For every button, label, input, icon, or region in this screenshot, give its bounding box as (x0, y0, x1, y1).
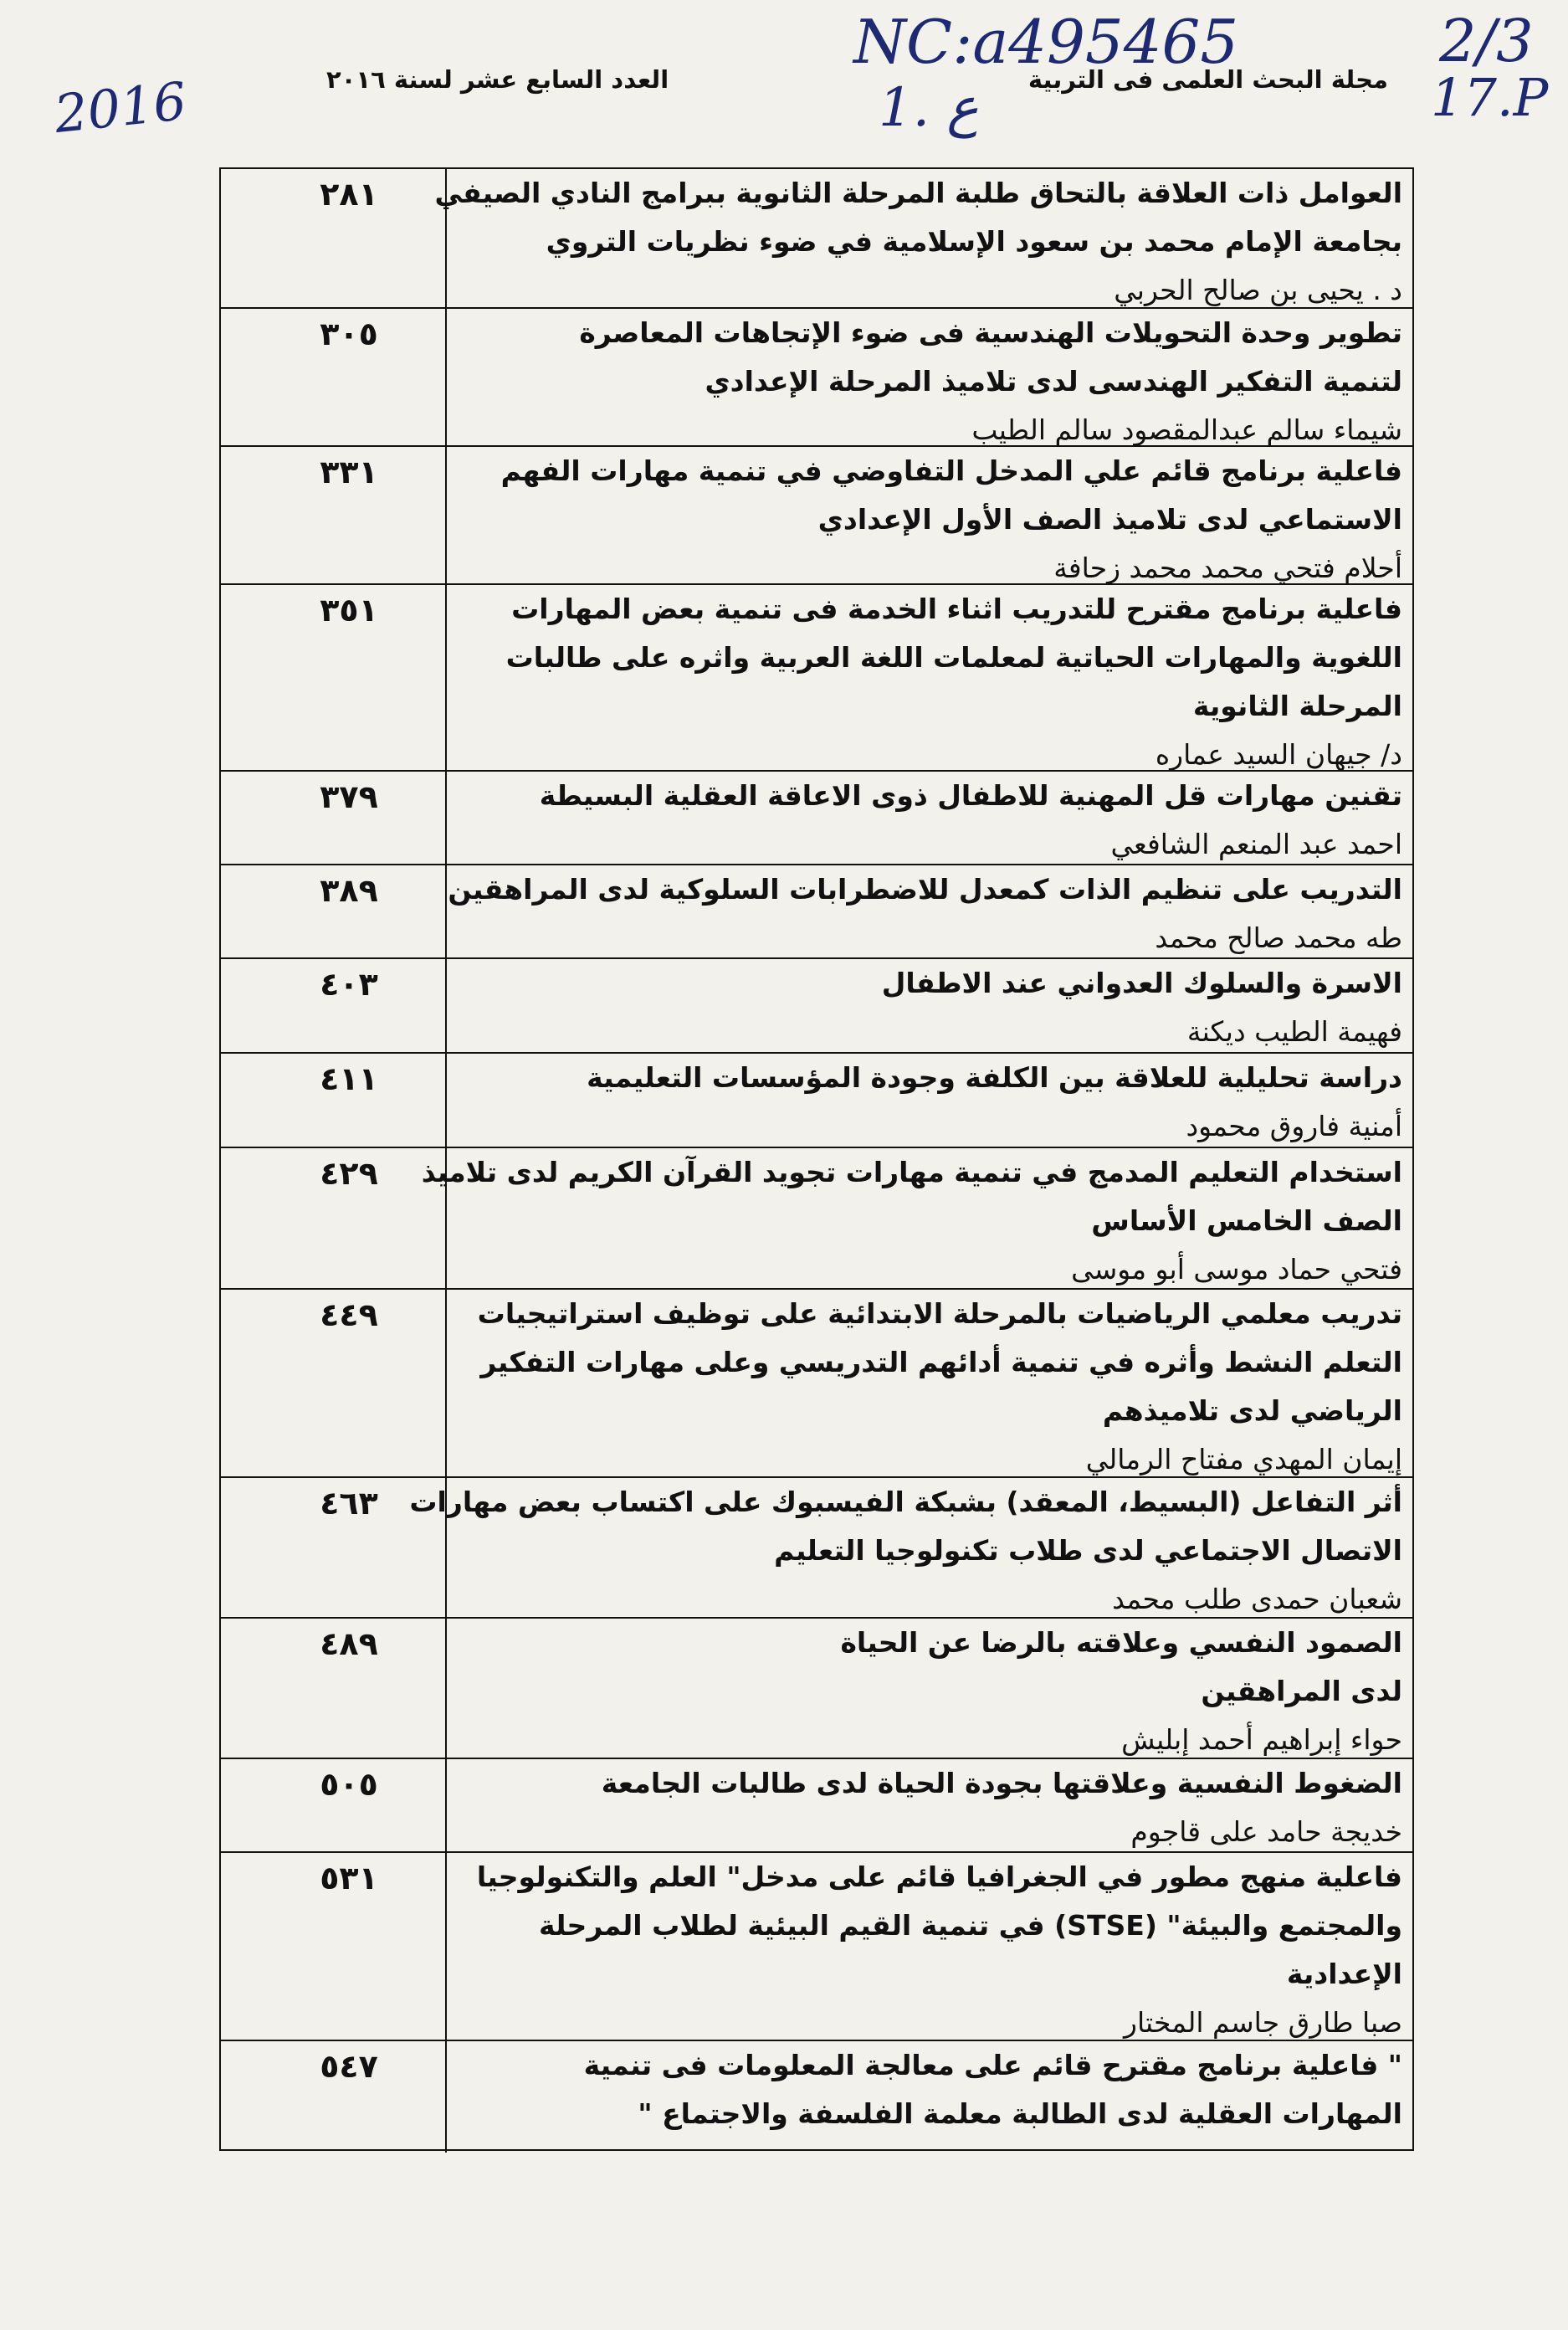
article-title-line: بجامعة الإمام محمد بن سعود الإسلامية في ضوء نظريات التروي (546, 225, 1402, 258)
column-divider (445, 772, 447, 864)
entry-body (448, 865, 1402, 962)
page-number: ٢٨١ (320, 176, 378, 213)
toc-row (221, 864, 1412, 957)
article-title-line: أثر التفاعل (البسيط، المعقد) بشبكة الفيسبوك على اكتساب بعض مهارات (409, 1486, 1402, 1518)
article-author: شعبان حمدى طلب محمد (1112, 1583, 1402, 1615)
column-divider (445, 447, 447, 583)
article-title-line: دراسة تحليلية للعلاقة بين الكلفة وجودة المؤسسات التعليمية (587, 1061, 1402, 1094)
page-number: ٥٤٧ (320, 2048, 378, 2085)
article-title-line: العوامل ذات العلاقة بالتحاق طلبة المرحلة الثانوية ببرامج النادي الصيفي (434, 177, 1402, 209)
entry-body (464, 1759, 1402, 1856)
entry-body (464, 1290, 1402, 1484)
toc-row (221, 1288, 1412, 1476)
handwritten-le: 1. ع (879, 77, 979, 139)
entry-body (464, 1054, 1402, 1151)
entry-body (409, 1478, 1402, 1624)
entry-body (464, 959, 1402, 1056)
column-divider (445, 865, 447, 957)
entry-body (464, 309, 1402, 454)
article-title-line: الإعدادية (1286, 1958, 1402, 1990)
page-number: ٣٥١ (320, 592, 378, 629)
toc-row (221, 1851, 1412, 2040)
handwritten-fraction: 2/3 (1439, 7, 1534, 75)
article-title-line: التعلم النشط وأثره في تنمية أدائهم التدريسي وعلى مهارات التفكير (480, 1346, 1402, 1378)
page-number: ٥٣١ (320, 1860, 378, 1896)
page-number: ٣٣١ (320, 454, 378, 490)
article-title-line: استخدام التعليم المدمج في تنمية مهارات تجويد القرآن الكريم لدى تلاميذ (421, 1156, 1402, 1188)
article-title-line: المرحلة الثانوية (1192, 690, 1402, 722)
handwritten-year: 2016 (51, 69, 190, 146)
page-number: ٣٧٩ (320, 778, 378, 815)
article-title-line: والمجتمع والبيئة" (STSE) في تنمية القيم البيئية لطلاب المرحلة (538, 1909, 1402, 1942)
article-title-line: الصف الخامس الأساس (1091, 1204, 1402, 1237)
column-divider (445, 1619, 447, 1758)
article-title-line: الضغوط النفسية وعلاقتها بجودة الحياة لدى طالبات الجامعة (601, 1767, 1402, 1799)
article-author: أمنية فاروق محمود (1186, 1110, 1402, 1142)
handwritten-p-code: 17.P (1431, 67, 1549, 128)
issue-label: العدد السابع عشر لسنة ٢٠١٦ (326, 65, 669, 94)
toc-row (221, 1617, 1412, 1758)
entry-body (421, 1148, 1402, 1294)
toc-row (221, 307, 1412, 445)
article-title-line: الاسرة والسلوك العدواني عند الاطفال (881, 967, 1402, 999)
page-number: ٣٠٥ (320, 316, 378, 352)
article-author: د/ جيهان السيد عماره (1155, 738, 1402, 771)
toc-row (221, 169, 1412, 307)
page-number: ٤١١ (320, 1060, 378, 1097)
toc-row (221, 1476, 1412, 1617)
column-divider (445, 1290, 447, 1476)
article-title-line: لدى المراهقين (1201, 1675, 1402, 1707)
page-number: ٣٨٩ (320, 872, 378, 909)
article-author: د . يحيى بن صالح الحربي (1114, 274, 1402, 306)
page-number: ٥٠٥ (320, 1766, 378, 1803)
toc-row (221, 770, 1412, 864)
entry-body (434, 169, 1402, 315)
column-divider (445, 585, 447, 770)
entry-body (464, 1853, 1402, 2047)
page-number: ٤٢٩ (320, 1155, 378, 1192)
article-author: شيماء سالم عبدالمقصود سالم الطيب (971, 413, 1402, 446)
column-divider (445, 1759, 447, 1851)
toc-row (221, 2040, 1412, 2153)
article-title-line: فاعلية برنامج مقترح للتدريب اثناء الخدمة فى تنمية بعض المهارات (511, 593, 1402, 625)
article-title-line: الاتصال الاجتماعي لدى طلاب تكنولوجيا التعليم (774, 1534, 1402, 1567)
article-author: احمد عبد المنعم الشافعي (1110, 828, 1402, 860)
article-title-line: الرياضي لدى تلاميذهم (1102, 1394, 1402, 1427)
entry-body (464, 2041, 1402, 2138)
entry-body (464, 1619, 1402, 1764)
toc-row (221, 583, 1412, 770)
column-divider (445, 2041, 447, 2153)
article-title-line: المهارات العقلية لدى الطالبة معلمة الفلسفة والاجتماع " (638, 2097, 1402, 2130)
article-author: أحلام فتحي محمد محمد زحافة (1053, 552, 1402, 584)
toc-row (221, 957, 1412, 1052)
entry-body (464, 585, 1402, 779)
article-title-line: فاعلية برنامج قائم علي المدخل التفاوضي في تنمية مهارات الفهم (500, 454, 1402, 487)
journal-title: مجلة البحث العلمى فى التربية (1027, 65, 1388, 94)
article-author: صبا طارق جاسم المختار (1124, 2006, 1402, 2039)
article-author: فهيمة الطيب ديكنة (1186, 1015, 1402, 1048)
column-divider (445, 1853, 447, 2040)
article-title-line: فاعلية منهج مطور في الجغرافيا قائم على مدخل" العلم والتكنولوجيا (476, 1860, 1402, 1893)
page-number: ٤٨٩ (320, 1625, 378, 1662)
article-title-line: " فاعلية برنامج مقترح قائم على معالجة المعلومات فى تنمية (583, 2049, 1402, 2081)
toc-row (221, 1052, 1412, 1147)
column-divider (445, 959, 447, 1052)
entry-body (464, 772, 1402, 869)
page-number: ٤٤٩ (320, 1296, 378, 1333)
article-author: إيمان المهدي مفتاح الرمالي (1085, 1443, 1402, 1475)
table-of-contents (219, 167, 1414, 2151)
article-title-line: تطوير وحدة التحويلات الهندسية فى ضوء الإتجاهات المعاصرة (579, 316, 1402, 349)
article-author: حواء إبراهيم أحمد إبليش (1121, 1723, 1402, 1756)
column-divider (445, 1054, 447, 1147)
article-title-line: لتنمية التفكير الهندسى لدى تلاميذ المرحلة الإعدادي (705, 365, 1402, 398)
column-divider (445, 309, 447, 445)
article-author: طه محمد صالح محمد (1155, 921, 1402, 954)
entry-body (464, 447, 1402, 593)
toc-row (221, 445, 1412, 583)
article-author: خديجة حامد على قاجوم (1130, 1815, 1402, 1848)
handwritten-nc-code: NC:a495465 (853, 7, 1239, 77)
article-title-line: تقنين مهارات قل المهنية للاطفال ذوى الاعاقة العقلية البسيطة (539, 779, 1402, 812)
article-title-line: الاستماعي لدى تلاميذ الصف الأول الإعدادي (817, 503, 1402, 536)
article-title-line: اللغوية والمهارات الحياتية لمعلمات اللغة العربية واثره على طالبات (505, 641, 1402, 674)
toc-row (221, 1758, 1412, 1851)
article-title-line: التدريب على تنظيم الذات كمعدل للاضطرابات السلوكية لدى المراهقين (448, 873, 1402, 906)
page-number: ٤٦٣ (320, 1485, 378, 1522)
page-number: ٤٠٣ (320, 966, 378, 1003)
article-author: فتحي حماد موسى أبو موسى (1071, 1253, 1402, 1286)
toc-row (221, 1147, 1412, 1288)
article-title-line: الصمود النفسي وعلاقته بالرضا عن الحياة (840, 1626, 1402, 1659)
article-title-line: تدريب معلمي الرياضيات بالمرحلة الابتدائية على توظيف استراتيجيات (477, 1297, 1402, 1330)
